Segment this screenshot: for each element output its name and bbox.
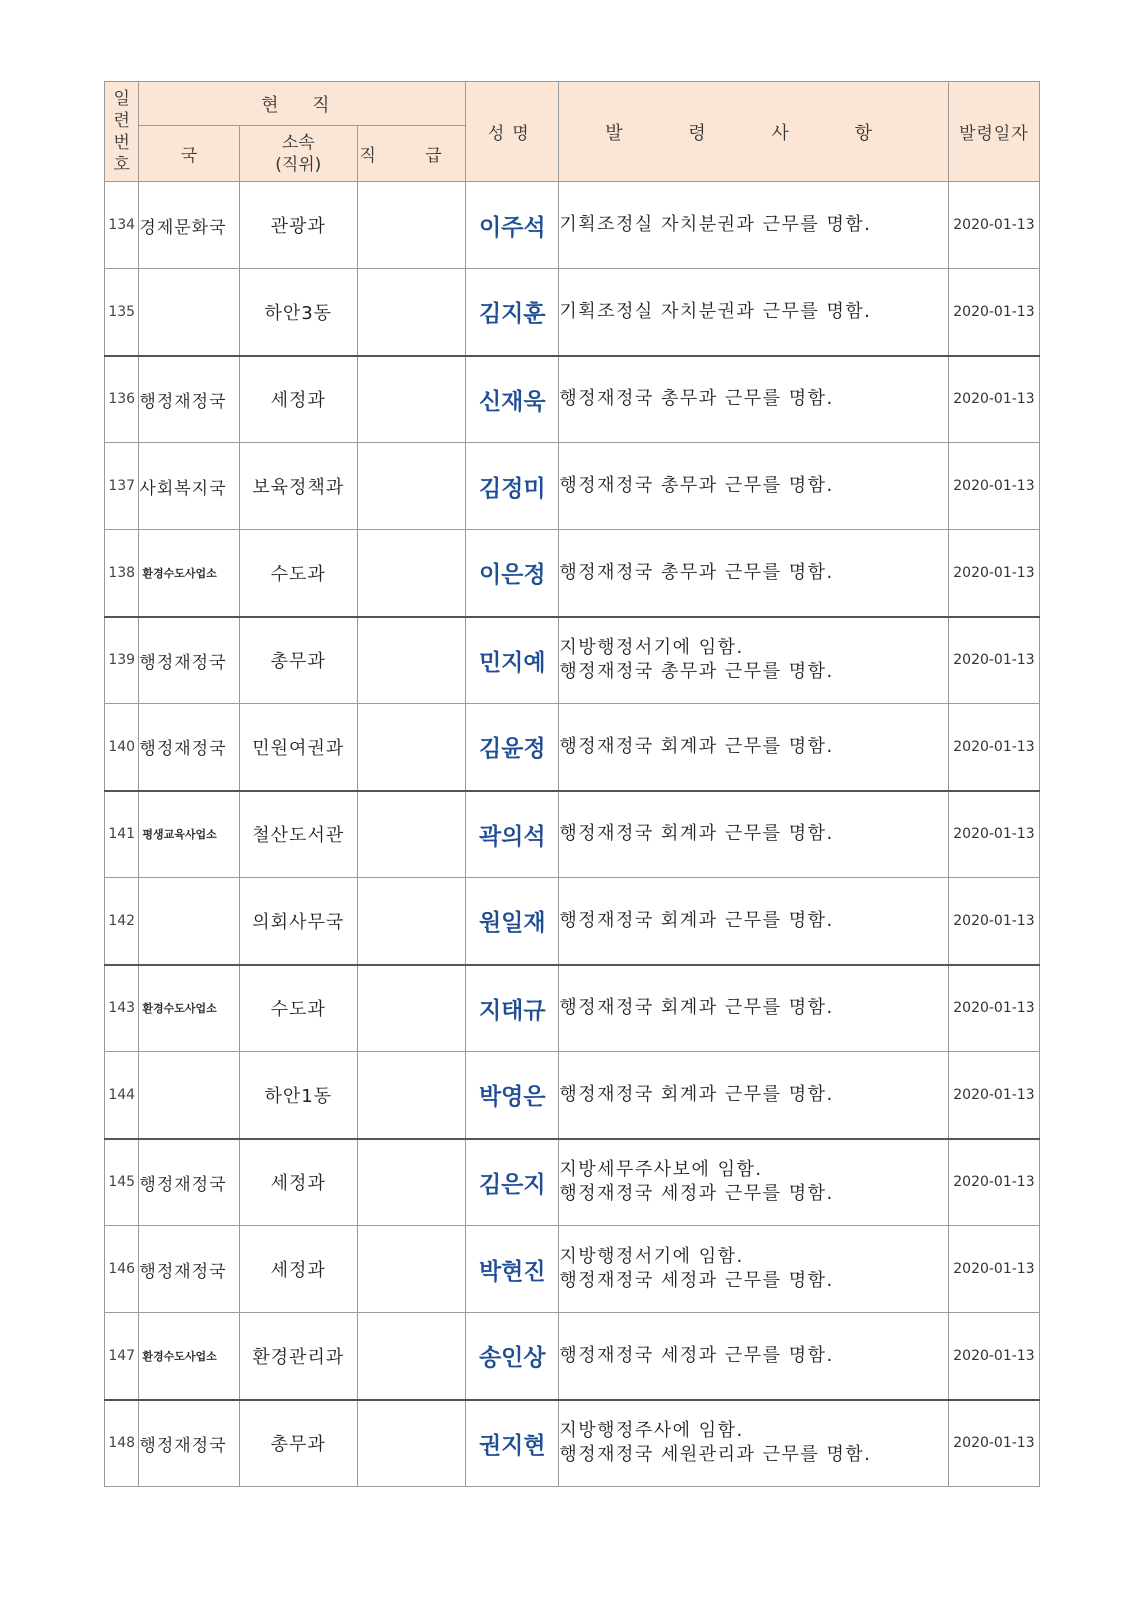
name-cell: 송인상 — [466, 1313, 559, 1400]
header-date: 발령일자 — [948, 82, 1039, 182]
affiliation-cell: 의회사무국 — [239, 878, 357, 965]
table-row — [105, 530, 1040, 617]
date-cell: 2020-01-13 — [948, 530, 1039, 617]
date-cell: 2020-01-13 — [948, 704, 1039, 791]
rank-cell — [357, 1226, 465, 1313]
order-line: 행정재정국 회계과 근무를 명함. — [559, 823, 834, 845]
dept-cell: 행정재정국 — [139, 356, 239, 443]
table-row — [105, 791, 1040, 878]
order-line: 행정재정국 회계과 근무를 명함. — [559, 997, 834, 1019]
name-cell: 신재욱 — [466, 356, 559, 443]
name-cell: 이은정 — [466, 530, 559, 617]
order-line: 기획조정실 자치분권과 근무를 명함. — [559, 300, 872, 322]
name-cell: 김지훈 — [466, 269, 559, 356]
name-cell: 박현진 — [466, 1226, 559, 1313]
dept-cell: 환경수도사업소 — [139, 530, 239, 617]
header-rank: 직 급 — [357, 126, 465, 182]
dept-cell: 환경수도사업소 — [139, 965, 239, 1052]
name-cell: 곽의석 — [466, 791, 559, 878]
dept-cell: 행정재정국 — [139, 1400, 239, 1487]
order-cell — [559, 530, 949, 617]
rank-cell — [357, 182, 465, 269]
order-cell — [559, 617, 949, 704]
order-line: 행정재정국 총무과 근무를 명함. — [559, 475, 834, 496]
order-cell — [559, 1139, 949, 1226]
order-cell — [559, 1400, 949, 1487]
serial-number-cell: 136 — [105, 356, 139, 443]
name-cell: 김윤정 — [466, 704, 559, 791]
order-line: 지방세무주사보에 임함. — [559, 1159, 763, 1181]
serial-number-cell: 138 — [105, 530, 139, 617]
dept-cell: 평생교육사업소 — [139, 791, 239, 878]
table-row — [105, 182, 1040, 269]
date-cell: 2020-01-13 — [948, 269, 1039, 356]
header-name: 성명 — [466, 82, 559, 182]
header-affiliation: 소속 (직위) — [239, 126, 357, 182]
table-row — [105, 878, 1040, 965]
date-cell: 2020-01-13 — [948, 965, 1039, 1052]
table-row — [105, 269, 1040, 356]
name-cell: 민지예 — [466, 617, 559, 704]
order-line: 행정재정국 세정과 근무를 명함. — [559, 1183, 834, 1205]
name-cell: 지태규 — [466, 965, 559, 1052]
table-row — [105, 965, 1040, 1052]
affiliation-cell: 총무과 — [239, 617, 357, 704]
affiliation-cell: 환경관리과 — [239, 1313, 357, 1400]
dept-cell: 행정재정국 — [139, 704, 239, 791]
order-cell — [559, 356, 949, 443]
order-line: 행정재정국 총무과 근무를 명함. — [559, 388, 834, 410]
order-cell — [559, 1226, 949, 1313]
affiliation-cell: 철산도서관 — [239, 791, 357, 878]
name-cell: 이주석 — [466, 182, 559, 269]
rank-cell — [357, 704, 465, 791]
dept-cell — [139, 269, 239, 356]
rank-cell — [357, 1400, 465, 1487]
order-line: 기획조정실 자치분권과 근무를 명함. — [559, 214, 872, 235]
order-cell — [559, 443, 949, 530]
header-serial-number: 일 련 번 호 — [105, 82, 139, 182]
serial-number-cell: 148 — [105, 1400, 139, 1487]
order-line: 행정재정국 총무과 근무를 명함. — [559, 661, 834, 683]
name-cell: 박영은 — [466, 1052, 559, 1139]
date-cell: 2020-01-13 — [948, 1226, 1039, 1313]
affiliation-cell: 세정과 — [239, 1226, 357, 1313]
affiliation-cell: 민원여권과 — [239, 704, 357, 791]
order-line: 행정재정국 총무과 근무를 명함. — [559, 561, 834, 583]
serial-number-cell: 137 — [105, 443, 139, 530]
date-cell: 2020-01-13 — [948, 1052, 1039, 1139]
date-cell: 2020-01-13 — [948, 1400, 1039, 1487]
rank-cell — [357, 443, 465, 530]
affiliation-cell: 관광과 — [239, 182, 357, 269]
affiliation-cell: 세정과 — [239, 1139, 357, 1226]
order-line: 행정재정국 회계과 근무를 명함. — [559, 735, 834, 757]
order-line: 행정재정국 세원관리과 근무를 명함. — [559, 1444, 872, 1466]
dept-cell: 환경수도사업소 — [139, 1313, 239, 1400]
table-row — [105, 1052, 1040, 1139]
order-line: 지방행정서기에 임함. — [559, 637, 744, 659]
order-line: 지방행정주사에 임함. — [559, 1420, 744, 1442]
order-cell — [559, 878, 949, 965]
affiliation-cell: 하안3동 — [239, 269, 357, 356]
rank-cell — [357, 530, 465, 617]
name-cell: 원일재 — [466, 878, 559, 965]
serial-number-cell: 139 — [105, 617, 139, 704]
table-row — [105, 1400, 1040, 1487]
serial-number-cell: 140 — [105, 704, 139, 791]
name-cell: 김정미 — [466, 443, 559, 530]
table-row — [105, 1226, 1040, 1313]
personnel-order-table — [104, 81, 1040, 1487]
serial-number-cell: 142 — [105, 878, 139, 965]
table-row — [105, 356, 1040, 443]
order-line: 지방행정서기에 임함. — [559, 1246, 744, 1267]
serial-number-cell: 144 — [105, 1052, 139, 1139]
date-cell: 2020-01-13 — [948, 356, 1039, 443]
table-row — [105, 704, 1040, 791]
rank-cell — [357, 878, 465, 965]
order-line: 행정재정국 세정과 근무를 명함. — [559, 1270, 834, 1291]
dept-cell: 사회복지국 — [139, 443, 239, 530]
affiliation-cell: 수도과 — [239, 530, 357, 617]
rank-cell — [357, 269, 465, 356]
header-order: 발 령 사 항 — [559, 82, 949, 182]
header-dept: 국 — [139, 126, 239, 182]
name-cell: 김은지 — [466, 1139, 559, 1226]
serial-number-cell: 145 — [105, 1139, 139, 1226]
rank-cell — [357, 965, 465, 1052]
affiliation-cell: 수도과 — [239, 965, 357, 1052]
rank-cell — [357, 1139, 465, 1226]
serial-number-cell: 134 — [105, 182, 139, 269]
date-cell: 2020-01-13 — [948, 791, 1039, 878]
order-line: 행정재정국 세정과 근무를 명함. — [559, 1344, 834, 1366]
dept-cell — [139, 878, 239, 965]
serial-number-cell: 141 — [105, 791, 139, 878]
affiliation-cell: 총무과 — [239, 1400, 357, 1487]
dept-cell: 행정재정국 — [139, 1226, 239, 1313]
date-cell: 2020-01-13 — [948, 182, 1039, 269]
dept-cell: 경제문화국 — [139, 182, 239, 269]
dept-cell: 행정재정국 — [139, 1139, 239, 1226]
rank-cell — [357, 1313, 465, 1400]
date-cell: 2020-01-13 — [948, 443, 1039, 530]
rank-cell — [357, 617, 465, 704]
serial-number-cell: 135 — [105, 269, 139, 356]
date-cell: 2020-01-13 — [948, 617, 1039, 704]
dept-cell — [139, 1052, 239, 1139]
affiliation-cell: 보육정책과 — [239, 443, 357, 530]
serial-number-cell: 147 — [105, 1313, 139, 1400]
date-cell: 2020-01-13 — [948, 1313, 1039, 1400]
table-row — [105, 1139, 1040, 1226]
order-cell — [559, 965, 949, 1052]
table-row — [105, 617, 1040, 704]
order-cell — [559, 791, 949, 878]
order-cell — [559, 704, 949, 791]
order-cell — [559, 269, 949, 356]
order-cell — [559, 182, 949, 269]
dept-cell: 행정재정국 — [139, 617, 239, 704]
affiliation-cell: 세정과 — [239, 356, 357, 443]
table-row — [105, 443, 1040, 530]
table-row — [105, 1313, 1040, 1400]
order-cell — [559, 1313, 949, 1400]
date-cell: 2020-01-13 — [948, 878, 1039, 965]
order-line: 행정재정국 회계과 근무를 명함. — [559, 1083, 834, 1105]
header-current-position: 현 직 — [139, 82, 466, 126]
rank-cell — [357, 1052, 465, 1139]
order-cell — [559, 1052, 949, 1139]
rank-cell — [357, 791, 465, 878]
serial-number-cell: 143 — [105, 965, 139, 1052]
affiliation-cell: 하안1동 — [239, 1052, 357, 1139]
order-line: 행정재정국 회계과 근무를 명함. — [559, 909, 834, 931]
rank-cell — [357, 356, 465, 443]
date-cell: 2020-01-13 — [948, 1139, 1039, 1226]
name-cell: 권지현 — [466, 1400, 559, 1487]
serial-number-cell: 146 — [105, 1226, 139, 1313]
